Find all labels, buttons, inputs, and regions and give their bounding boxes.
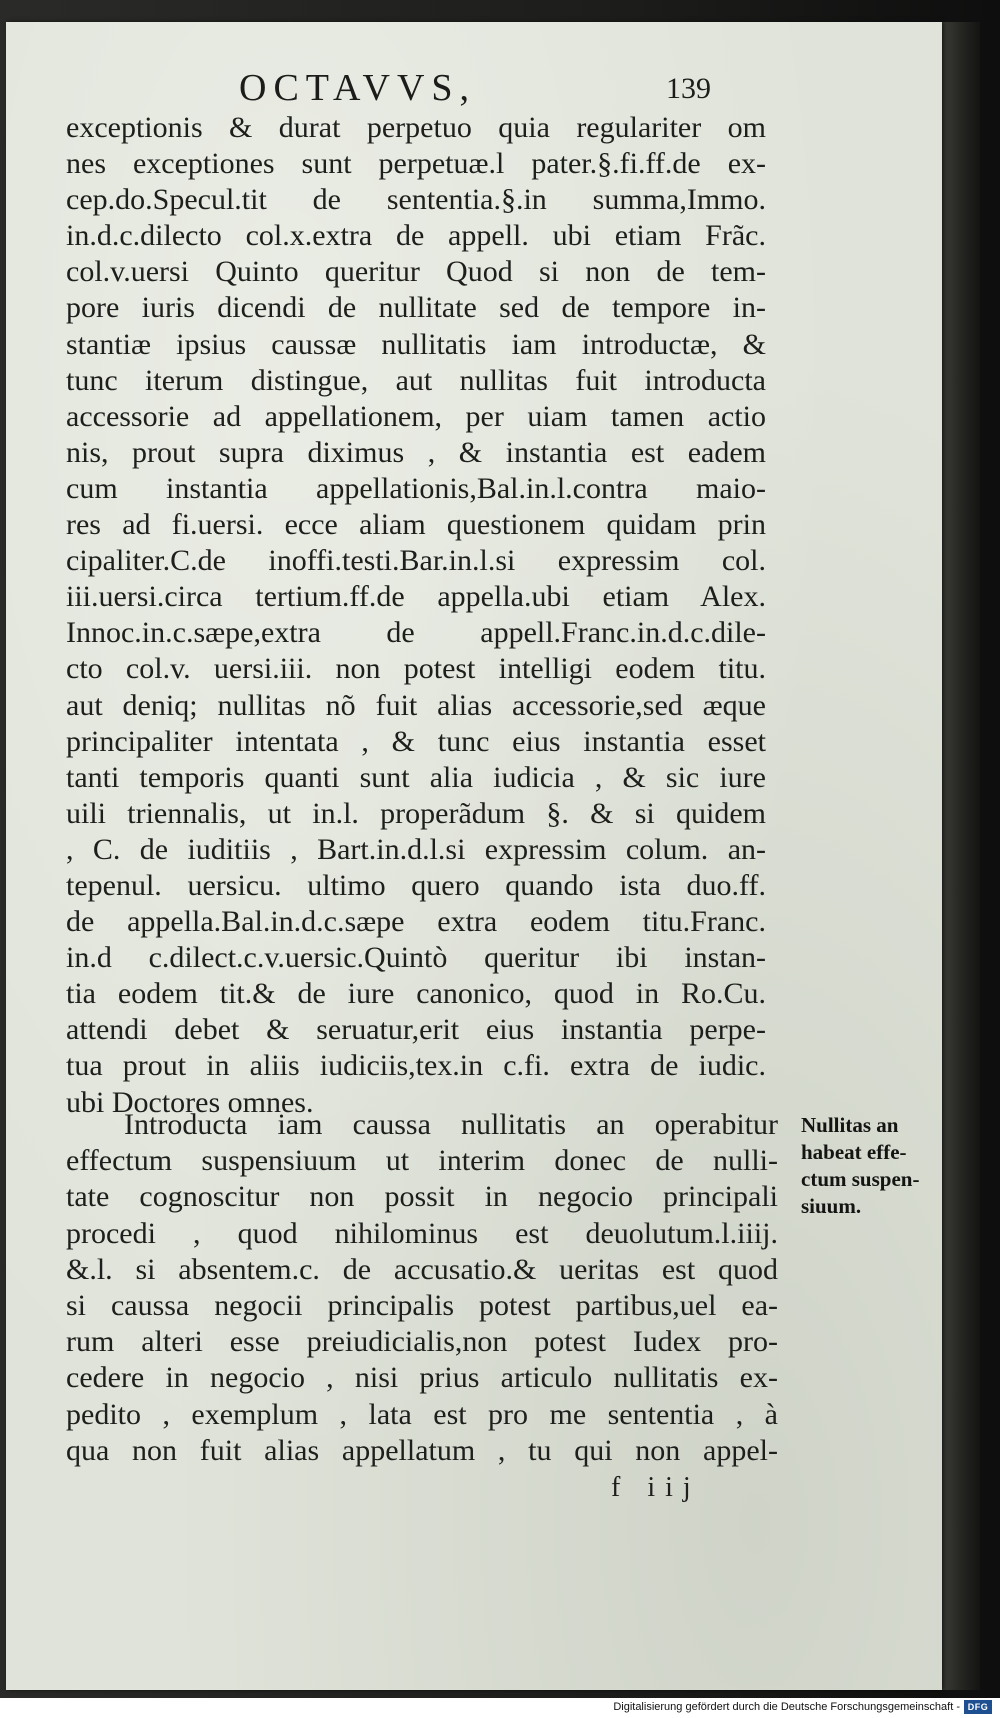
page-edge [942, 22, 980, 1690]
text-line: cep.do.Specul.tit de sententia.§.in summa,Immo. [66, 183, 766, 217]
text-line: uili triennalis, ut in.l. properãdum §. & si quidem [66, 796, 766, 830]
text-line: nis, prout supra diximus , & instantia est eadem [66, 435, 766, 469]
text-line: tepenul. uersicu. ultimo quero quando ista duo.ff. [66, 868, 766, 902]
page-header [6, 62, 942, 112]
text-line: in.d.c.dilecto col.x.extra de appell. ubi etiam Frãc. [66, 219, 766, 253]
text-line: cto col.v. uersi.iii. non potest intelligi eodem titu. [66, 652, 766, 686]
text-line: rum alteri esse preiudicialis,non potest Iudex pro- [66, 1325, 778, 1359]
text-line: qua non fuit alias appellatum , tu qui non appel- [66, 1433, 778, 1467]
text-line: pedito , exemplum , lata est pro me sententia , à [66, 1397, 778, 1431]
text-line: principaliter intentata , & tunc eius instantia esset [66, 724, 766, 758]
book-page [6, 22, 942, 1690]
text-line: tate cognoscitur non possit in negocio principali [66, 1180, 778, 1214]
text-line: tanti temporis quanti sunt alia iudicia , & sic iure [66, 760, 766, 794]
text-line: iii.uersi.circa tertium.ff.de appella.ubi etiam Alex. [66, 580, 766, 614]
text-line: tunc iterum distingue, aut nullitas fuit introducta [66, 363, 766, 397]
text-line: Introducta iam caussa nullitatis an operabitur [124, 1108, 778, 1141]
text-line: siuum. [801, 1194, 862, 1218]
text-line: habeat effe- [801, 1140, 907, 1164]
text-line: exceptionis & durat perpetuo quia regulariter om [66, 111, 766, 144]
body-paragraph-1 [66, 110, 766, 1121]
text-line: si caussa negocii principalis potest partibus,uel ea- [66, 1289, 778, 1323]
text-line: pore iuris dicendi de nullitate sed de tempore in- [66, 291, 766, 325]
text-line: ctum suspen- [801, 1167, 920, 1191]
text-line: effectum suspensiuum ut interim donec de nulli- [66, 1144, 778, 1178]
text-line: tua prout in aliis iudiciis,tex.in c.fi. extra de iudic. [66, 1049, 766, 1083]
text-line: stantiæ ipsius caussæ nullitatis iam introductæ, & [66, 327, 766, 361]
text-line: attendi debet & seruatur,erit eius instantia perpe- [66, 1013, 766, 1047]
text-line: nes exceptiones sunt perpetuæ.l pater.§.fi.ff.de ex- [66, 147, 766, 181]
text-line: cedere in negocio , nisi prius articulo nullitatis ex- [66, 1361, 778, 1395]
page-number: 139 [666, 72, 711, 105]
text-line: aut deniq; nullitas nõ fuit alias accessorie,sed æque [66, 688, 766, 722]
text-line: de appella.Bal.in.d.c.sæpe extra eodem titu.Franc. [66, 905, 766, 939]
text-line: ubi Doctores omnes. [66, 1085, 314, 1119]
text-line: res ad fi.uersi. ecce aliam questionem quidam prin [66, 508, 766, 542]
text-line: Innoc.in.c.sæpe,extra de appell.Franc.in.d.c.dile- [66, 616, 766, 650]
signature-mark: f iij [611, 1472, 701, 1503]
text-line: accessorie ad appellationem, per uiam tamen actio [66, 399, 766, 433]
text-line: Nullitas an [801, 1113, 899, 1137]
dfg-logo: DFG [964, 1700, 992, 1714]
text-line: cipaliter.C.de inoffi.testi.Bar.in.l.si expressim col. [66, 544, 766, 578]
digitization-credit: Digitalisierung gefördert durch die Deutsche Forschungsgemeinschaft - [613, 1701, 960, 1713]
text-line: procedi , quod nihilominus est deuolutum.l.iiij. [66, 1216, 778, 1250]
text-line: tia eodem tit.& de iure canonico, quod in Ro.Cu. [66, 977, 766, 1011]
text-line: cum instantia appellationis,Bal.in.l.contra maio- [66, 471, 766, 505]
marginal-note [801, 1112, 951, 1220]
text-line: in.d c.dilect.c.v.uersic.Quintò queritur ibi instan- [66, 941, 766, 975]
text-line: &.l. si absentem.c. de accusatio.& ueritas est quod [66, 1252, 778, 1286]
running-head: OCTAVVS, [239, 67, 477, 109]
text-line: col.v.uersi Quinto queritur Quod si non de tem- [66, 255, 766, 289]
body-paragraph-2 [66, 1107, 778, 1469]
text-line: , C. de iuditiis , Bart.in.d.l.si expressim colum. an- [66, 832, 766, 866]
